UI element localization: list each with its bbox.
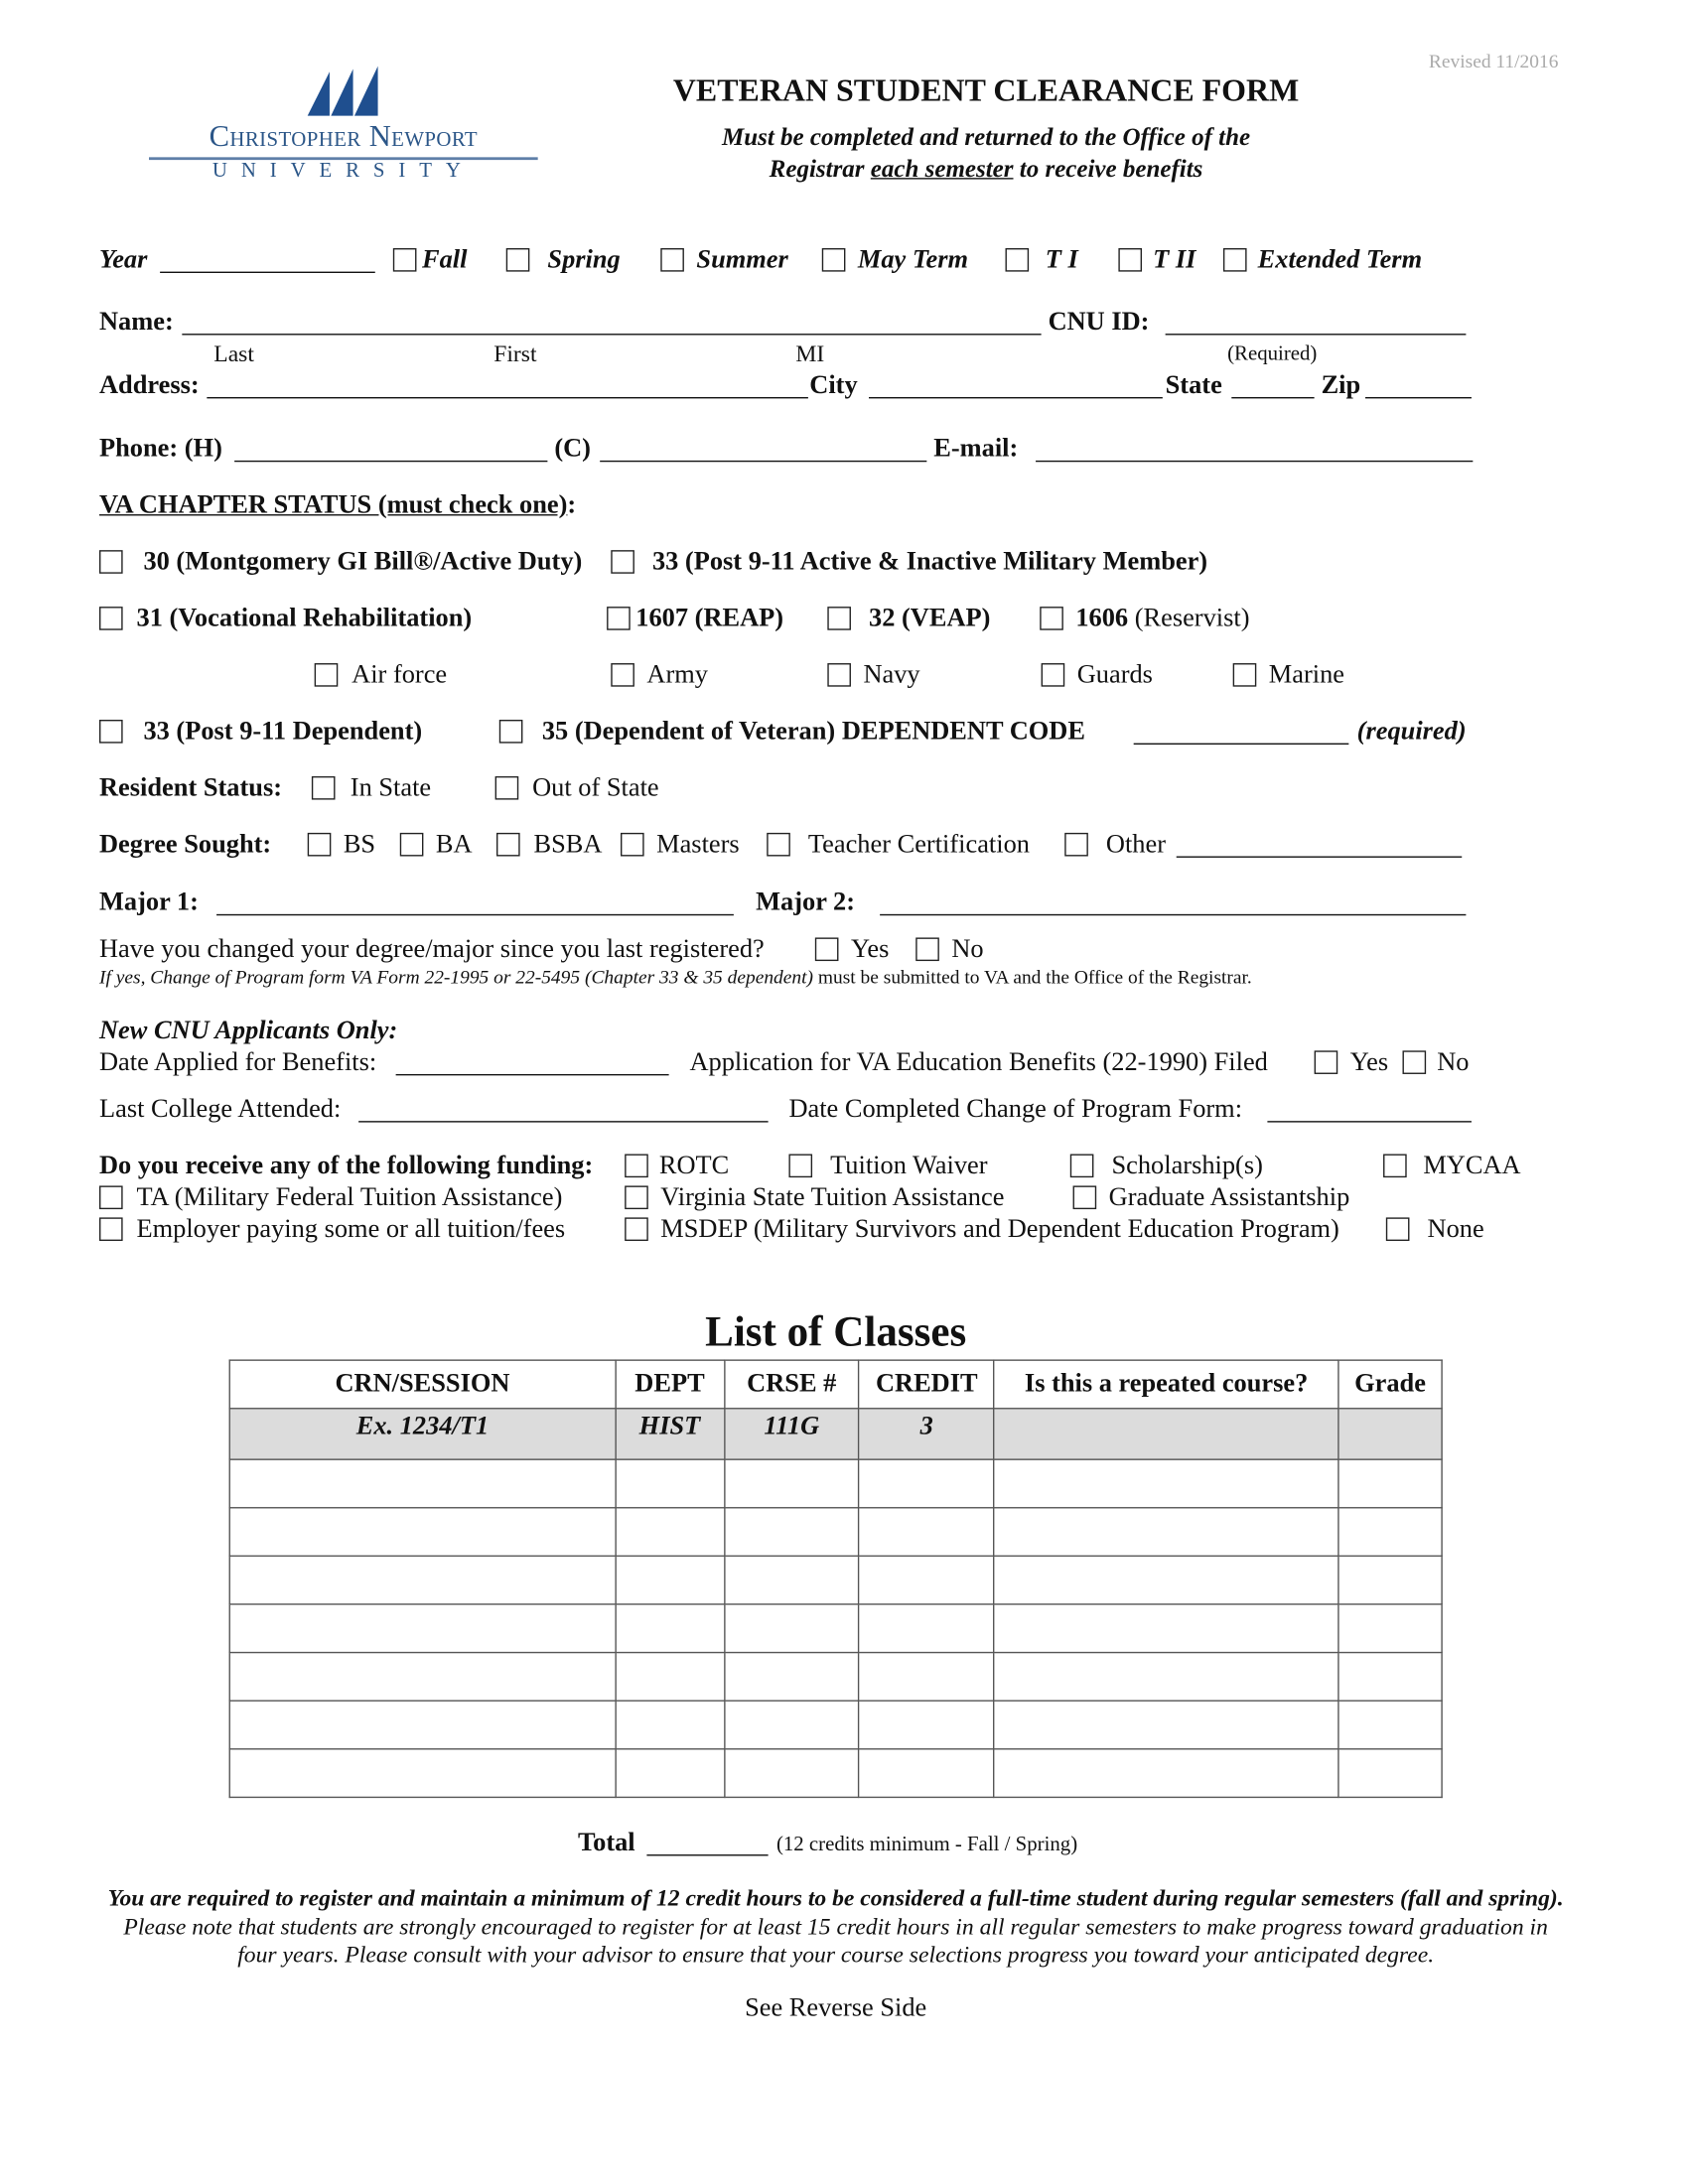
home-phone-label: Phone: (H) [99,434,222,464]
example-cell [1338,1409,1442,1459]
funding-option-5-checkbox[interactable] [99,1185,123,1209]
table-cell-input[interactable] [859,1701,994,1749]
table-cell-input[interactable] [1338,1701,1442,1749]
resident-in-state-label: In State [350,773,432,803]
funding-option-10-label: None [1427,1214,1484,1244]
funding-option-5-label: TA (Military Federal Tuition Assistance) [136,1182,563,1212]
subtitle-underlined: each semester [870,154,1014,183]
degree-masters-label: Masters [656,830,740,860]
degree-bs-label: BS [343,830,376,860]
column-header: CREDIT [859,1360,994,1409]
chapter-1606-checkbox[interactable] [1040,607,1063,630]
changed-major-no-label: No [951,934,984,964]
changed-major-yes-label: Yes [850,934,890,964]
total-note: (12 credits minimum - Fall / Spring) [775,1834,1078,1856]
term-spring-checkbox[interactable] [506,248,530,272]
resident-out-of-state-label: Out of State [532,773,659,803]
term-extended-term-checkbox[interactable] [1223,248,1247,272]
term-fall-checkbox[interactable] [393,248,417,272]
degree-other-input[interactable] [1177,857,1463,858]
degree-bsba-label: BSBA [533,830,603,860]
year-input[interactable] [160,272,375,273]
home-phone-input[interactable] [234,461,547,462]
changed-major-yes-checkbox[interactable] [815,937,839,961]
chapter-32-checkbox[interactable] [827,607,851,630]
subtitle-line-2 [552,155,1421,184]
table-cell-input[interactable] [859,1459,994,1508]
funding-label: Do you receive any of the following funding: [99,1151,594,1180]
chapter-1607-checkbox[interactable] [607,607,631,630]
funding-option-2-label: Tuition Waiver [830,1151,988,1180]
example-cell [994,1409,1338,1459]
application-filed-yes-label: Yes [1349,1047,1389,1077]
funding-option-3-label: Scholarship(s) [1111,1151,1263,1180]
list-of-classes-title: List of Classes [705,1306,967,1356]
revision-date: Revised 11/2016 [1428,52,1559,73]
major-2-label: Major 2: [756,887,856,917]
last-college-label: Last College Attended: [99,1094,342,1124]
table-cell-input[interactable] [859,1749,994,1798]
state-label: State [1165,370,1222,400]
funding-option-8-checkbox[interactable] [99,1217,123,1241]
table-cell-input[interactable] [724,1701,859,1749]
resident-out-of-state-checkbox[interactable] [495,776,519,800]
table-cell-input[interactable] [994,1604,1338,1653]
branch-marine-label: Marine [1268,660,1345,690]
term-may-term-checkbox[interactable] [822,248,846,272]
term-t-i-label: T I [1045,245,1078,275]
table-cell-input[interactable] [859,1604,994,1653]
cnu-id-input[interactable] [1166,334,1467,335]
table-cell-input[interactable] [616,1653,725,1702]
table-cell-input[interactable] [616,1508,725,1557]
chapter-1606-note: (Reservist) [1128,604,1250,633]
cnu-id-label: CNU ID: [1048,307,1150,337]
degree-sought-label: Degree Sought: [99,830,272,860]
table-cell-input[interactable] [724,1749,859,1798]
dependent-code-input[interactable] [1134,744,1349,745]
name-label: Name: [99,307,174,337]
resident-status-label: Resident Status: [99,773,283,803]
funding-option-1-checkbox[interactable] [625,1155,648,1178]
chapter-35-label: 35 (Dependent of Veteran) DEPENDENT CODE [541,717,1085,747]
funding-option-9-checkbox[interactable] [625,1217,648,1241]
column-header: DEPT [616,1360,725,1409]
degree-masters-checkbox[interactable] [621,833,644,857]
column-header: Grade [1338,1360,1442,1409]
logo-university: UNIVERSITY [211,160,475,183]
dependent-code-required: (required) [1356,717,1467,747]
university-logo [146,61,540,192]
state-input[interactable] [1231,397,1314,398]
subtitle-line-1: Must be completed and returned to the Office of the [721,122,1251,151]
table-cell-input[interactable] [1338,1749,1442,1798]
table-cell-input[interactable] [616,1459,725,1508]
table-cell-input[interactable] [994,1556,1338,1604]
table-cell-input[interactable] [229,1459,615,1508]
funding-option-7-label: Graduate Assistantship [1108,1182,1350,1212]
degree-ba-checkbox[interactable] [400,833,424,857]
table-cell-input[interactable] [1338,1459,1442,1508]
table-cell-input[interactable] [1338,1653,1442,1702]
funding-option-4-label: MYCAA [1423,1151,1521,1180]
term-summer-label: Summer [696,245,788,275]
last-college-input[interactable] [358,1121,769,1122]
table-cell-input[interactable] [724,1459,859,1508]
example-cell: HIST [616,1409,725,1459]
zip-input[interactable] [1365,397,1472,398]
table-cell-input[interactable] [994,1701,1338,1749]
branch-navy-label: Navy [863,660,920,690]
branch-navy-checkbox[interactable] [827,663,851,687]
email-input[interactable] [1036,461,1473,462]
table-row [229,1459,1442,1508]
degree-teacher-certification-label: Teacher Certification [807,830,1030,860]
table-cell-input[interactable] [616,1604,725,1653]
changed-major-question: Have you changed your degree/major since you last registered? [99,934,765,964]
notice-bold: You are required to register and maintain a minimum of 12 credit hours to be considered a full-time student during regular semesters (fall and spring). [107,1884,1564,1912]
table-cell-input[interactable] [1338,1508,1442,1557]
required-sublabel: (Required) [1227,342,1318,366]
city-input[interactable] [869,397,1163,398]
table-cell-input[interactable] [229,1701,615,1749]
table-cell-input[interactable] [859,1653,994,1702]
table-row [229,1749,1442,1798]
degree-bsba-checkbox[interactable] [496,833,520,857]
example-row [229,1409,1442,1459]
chapter-33-label: 33 (Post 9-11 Active & Inactive Military Member) [651,547,1208,577]
year-label: Year [99,245,148,275]
city-label: City [809,370,858,400]
major-2-input[interactable] [880,914,1466,915]
chapter-heading-colon: : [567,490,577,520]
table-cell-input[interactable] [724,1653,859,1702]
changed-major-no-checkbox[interactable] [915,937,939,961]
table-cell-input[interactable] [229,1749,615,1798]
table-cell-input[interactable] [994,1749,1338,1798]
table-cell-input[interactable] [229,1604,615,1653]
funding-option-4-checkbox[interactable] [1383,1155,1407,1178]
chapter-33-dependent-checkbox[interactable] [99,720,123,744]
logo-name: Christopher Newport [209,118,479,154]
table-cell-input[interactable] [229,1508,615,1557]
branch-army-label: Army [646,660,708,690]
classes-table [229,1359,1443,1798]
table-cell-input[interactable] [616,1556,725,1604]
chapter-1607-label: 1607 (REAP) [635,604,784,633]
chapter-31-checkbox[interactable] [99,607,123,630]
funding-option-6-label: Virginia State Tuition Assistance [660,1182,1005,1212]
column-header: CRSE # [724,1360,859,1409]
application-filed-no-label: No [1437,1047,1470,1077]
table-cell-input[interactable] [229,1556,615,1604]
chapter-32-label: 32 (VEAP) [869,604,991,633]
zip-label: Zip [1321,370,1361,400]
table-row [229,1556,1442,1604]
term-fall-label: Fall [422,245,468,275]
term-spring-label: Spring [547,245,621,275]
application-filed-yes-checkbox[interactable] [1315,1050,1338,1074]
cell-phone-label: (C) [554,434,591,464]
table-cell-input[interactable] [859,1556,994,1604]
cell-phone-input[interactable] [600,461,926,462]
table-cell-input[interactable] [994,1653,1338,1702]
credit-hours-notice [107,1885,1564,1970]
major-1-input[interactable] [216,914,734,915]
chapter-31-label: 31 (Vocational Rehabilitation) [136,604,473,633]
date-completed-input[interactable] [1267,1121,1472,1122]
total-credits-input[interactable] [646,1854,768,1855]
application-filed-label: Application for VA Education Benefits (22-1990) Filed [689,1047,1268,1077]
branch-air-force-checkbox[interactable] [315,663,339,687]
degree-other-checkbox[interactable] [1064,833,1088,857]
chapter-33-checkbox[interactable] [611,550,634,574]
table-row [229,1508,1442,1557]
degree-teacher-certification-checkbox[interactable] [767,833,790,857]
term-may-term-label: May Term [857,245,969,275]
address-label: Address: [99,370,200,400]
table-row [229,1604,1442,1653]
term-t-ii-label: T II [1153,245,1196,275]
name-input[interactable] [182,334,1041,335]
degree-ba-label: BA [435,830,473,860]
term-summer-checkbox[interactable] [660,248,684,272]
mi-sublabel: MI [795,341,825,367]
date-applied-label: Date Applied for Benefits: [99,1047,377,1077]
total-label: Total [577,1828,635,1857]
chapter-35-checkbox[interactable] [499,720,523,744]
date-completed-label: Date Completed Change of Program Form: [788,1094,1243,1124]
funding-option-6-checkbox[interactable] [625,1185,648,1209]
branch-guards-label: Guards [1076,660,1153,690]
funding-option-2-checkbox[interactable] [788,1155,812,1178]
branch-guards-checkbox[interactable] [1042,663,1065,687]
email-label: E-mail: [933,434,1019,464]
table-row [229,1653,1442,1702]
form-title: VETERAN STUDENT CLEARANCE FORM [672,72,1300,108]
table-cell-input[interactable] [994,1508,1338,1557]
subtitle-pre: Registrar [769,154,871,183]
table-cell-input[interactable] [724,1604,859,1653]
table-cell-input[interactable] [724,1556,859,1604]
chapter-1606-number: 1606 [1075,604,1129,633]
chapter-33-dependent-label: 33 (Post 9-11 Dependent) [143,717,423,747]
table-cell-input[interactable] [616,1749,725,1798]
degree-bs-checkbox[interactable] [308,833,332,857]
table-cell-input[interactable] [859,1508,994,1557]
example-cell: Ex. 1234/T1 [229,1409,615,1459]
funding-option-10-checkbox[interactable] [1386,1217,1410,1241]
funding-option-7-checkbox[interactable] [1073,1185,1097,1209]
resident-in-state-checkbox[interactable] [312,776,336,800]
branch-army-checkbox[interactable] [611,663,634,687]
change-note-regular: must be submitted to VA and the Office of the Registrar. [813,968,1252,989]
degree-other-label: Other [1105,830,1166,860]
see-reverse-side: See Reverse Side [745,1993,927,2023]
example-cell: 111G [724,1409,859,1459]
term-t-i-checkbox[interactable] [1006,248,1030,272]
funding-option-8-label: Employer paying some or all tuition/fees [136,1214,566,1244]
chapter-1606-label [1075,603,1249,635]
branch-air-force-label: Air force [352,660,448,690]
funding-option-9-label: MSDEP (Military Survivors and Dependent Education Program) [660,1214,1339,1244]
funding-option-3-checkbox[interactable] [1070,1155,1094,1178]
table-cell-input[interactable] [724,1508,859,1557]
term-extended-term-label: Extended Term [1257,245,1423,275]
table-cell-input[interactable] [616,1701,725,1749]
chapter-heading-text: VA CHAPTER STATUS (must check one) [99,490,568,520]
chapter-30-checkbox[interactable] [99,550,123,574]
column-header: Is this a repeated course? [994,1360,1338,1409]
major-1-label: Major 1: [99,887,199,917]
application-filed-no-checkbox[interactable] [1403,1050,1427,1074]
term-t-ii-checkbox[interactable] [1118,248,1142,272]
new-applicants-heading: New CNU Applicants Only: [99,1016,398,1045]
change-of-program-note [99,962,1252,995]
notice-rest: Please note that students are strongly encouraged to register for at least 15 credit hours in all regular semesters to make progress toward graduation in four years. Please consult with your advisor to ensure that your course selections progress you toward your anticipated degree. [123,1913,1548,1968]
first-sublabel: First [493,341,537,367]
table-cell-input[interactable] [1338,1604,1442,1653]
table-cell-input[interactable] [1338,1556,1442,1604]
change-note-italic: If yes, Change of Program form VA Form 22-1995 or 22-5495 (Chapter 33 & 35 dependent) [99,968,814,989]
va-chapter-status-heading [99,489,576,522]
table-cell-input[interactable] [994,1459,1338,1508]
table-row [229,1701,1442,1749]
date-applied-input[interactable] [396,1074,669,1075]
sails-logo-icon [146,61,540,118]
chapter-30-label: 30 (Montgomery GI Bill®/Active Duty) [143,547,583,577]
column-header: CRN/SESSION [229,1360,615,1409]
table-cell-input[interactable] [229,1653,615,1702]
branch-marine-checkbox[interactable] [1233,663,1257,687]
table-header-row [229,1360,1442,1409]
address-input[interactable] [207,397,808,398]
funding-option-1-label: ROTC [658,1151,730,1180]
subtitle-post: to receive benefits [1013,154,1203,183]
last-sublabel: Last [213,341,254,367]
example-cell: 3 [859,1409,994,1459]
